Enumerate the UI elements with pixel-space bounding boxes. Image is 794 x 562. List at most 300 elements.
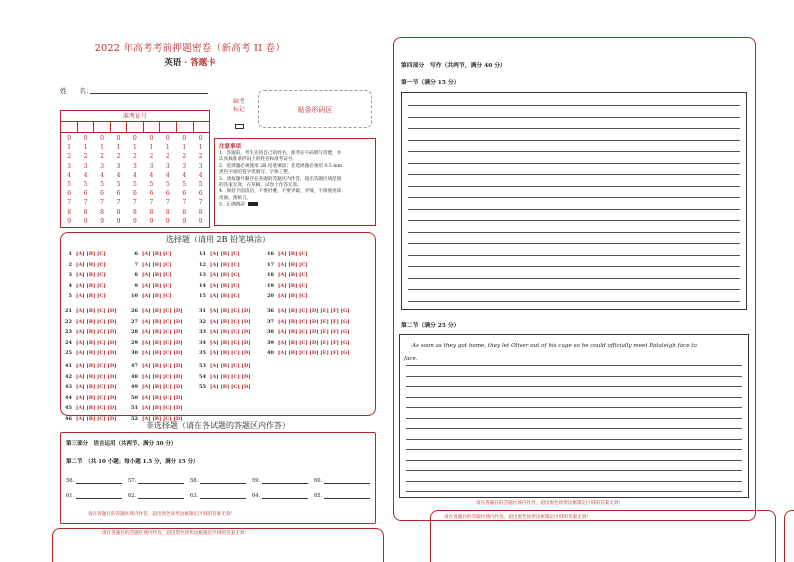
answer-options[interactable]: [A] [B] [C] [D] [142,384,183,390]
answer-options[interactable]: [A] [B] [C] [142,282,172,289]
exam-digit-column[interactable] [127,134,143,226]
choice-question[interactable] [264,308,350,314]
question-number: 1 [68,251,72,257]
exam-digit[interactable]: 6 [149,190,154,198]
question-number: 38 [267,329,274,335]
answer-options[interactable]: [A] [B] [C] [D] [210,384,251,390]
writing-line[interactable] [406,481,742,482]
writing-section1-answer-area[interactable] [401,92,747,310]
answer-options[interactable]: [A] [B] [C] [D] [E] [F] [G] [278,308,350,314]
exam-digit[interactable]: 0 [100,135,104,142]
answer-options[interactable]: [A] [B] [C] [D] [E] [F] [G] [278,318,350,325]
exam-digit-column[interactable] [193,134,209,226]
choice-question[interactable] [196,308,251,314]
exam-digit[interactable]: 7 [116,199,121,207]
blank-number: 56. [66,478,75,484]
answer-options[interactable]: [A] [B] [C] [210,272,240,278]
answer-options[interactable]: [A] [B] [C] [D] [210,308,251,314]
subtitle-separator: · [184,58,188,68]
choice-question[interactable] [62,319,117,325]
writing-line[interactable] [408,128,740,129]
writing-line[interactable] [406,418,742,419]
writing-line[interactable] [406,428,742,429]
exam-digit[interactable]: 1 [198,144,203,152]
choice-question[interactable] [128,340,183,346]
answer-options[interactable]: [A] [B] [C] [D] [76,363,117,369]
choice-question[interactable] [62,283,106,289]
exam-digit[interactable]: 6 [100,190,104,198]
exam-digit[interactable]: 3 [133,162,137,170]
answer-options[interactable]: [A] [B] [C] [76,251,106,257]
name-field[interactable] [90,93,208,94]
choice-question[interactable] [128,262,172,268]
writing-line[interactable] [408,105,740,106]
choice-question[interactable] [128,293,172,299]
choice-question[interactable] [196,319,251,325]
answer-options[interactable]: [A] [B] [C] [76,282,106,289]
choice-question[interactable] [62,340,117,346]
exam-digit[interactable]: 3 [198,162,203,170]
exam-digit[interactable]: 3 [83,162,88,170]
exam-digit[interactable]: 2 [182,153,187,161]
answer-options[interactable]: [A] [B] [C] [278,272,308,278]
question-number: 2 [68,261,72,268]
answer-options[interactable]: [A] [B] [C] [D] [210,363,251,369]
question-number: 7 [134,261,138,268]
exam-digit-column[interactable] [110,134,126,226]
exam-digit[interactable]: 4 [165,171,170,179]
writing-line[interactable] [408,255,740,256]
exam-digit[interactable]: 2 [133,153,137,161]
exam-digit[interactable]: 6 [67,190,72,198]
blank-item [252,493,308,499]
exam-digit[interactable]: 3 [116,162,121,170]
blank-answer-line[interactable] [324,478,370,484]
choice-question[interactable] [128,405,183,411]
answer-options[interactable]: [A] [B] [C] [D] [76,415,117,422]
answer-options[interactable]: [A] [B] [C] [D] [142,350,183,356]
exam-digit[interactable]: 2 [165,153,170,161]
choice-question[interactable] [196,283,240,289]
choice-question[interactable] [62,363,117,369]
exam-digit-column[interactable] [77,134,93,226]
choice-question[interactable] [264,329,350,335]
answer-options[interactable]: [A] [B] [C] [142,293,172,299]
exam-digit[interactable]: 1 [67,144,72,152]
choice-question[interactable] [128,374,183,380]
choice-question[interactable] [62,374,117,380]
exam-digit[interactable]: 4 [83,171,88,179]
writing-line[interactable] [408,289,740,290]
blank-item [314,478,370,484]
answer-options[interactable]: [A] [B] [C] [D] [E] [F] [G] [278,339,350,346]
blank-number: 65. [314,493,323,499]
writing-line[interactable] [406,407,742,408]
choice-question[interactable] [196,340,251,346]
exam-digit-column[interactable] [61,134,77,226]
question-number: 42 [65,373,72,380]
exam-digit[interactable]: 9 [198,217,203,225]
writing-line[interactable] [406,365,742,366]
notes-box [214,138,376,226]
exam-digit[interactable]: 8 [83,208,88,216]
blank-item [190,478,246,484]
exam-digit[interactable]: 6 [165,190,170,198]
question-number: 53 [199,363,206,369]
absent-label-line1: 缺考 [233,99,245,105]
choice-question[interactable] [196,384,251,390]
blank-item [314,493,370,499]
choice-question[interactable] [264,283,308,289]
answer-options[interactable]: [A] [B] [C] [210,251,240,257]
exam-digit[interactable]: 8 [100,208,104,216]
choice-question[interactable] [62,384,117,390]
question-number: 19 [267,282,274,289]
exam-digit[interactable]: 1 [100,144,104,152]
writing-line[interactable] [408,197,740,198]
exam-digit[interactable]: 1 [83,144,88,152]
writing-line[interactable] [406,491,742,492]
answer-options[interactable]: [A] [B] [C] [D] [142,394,183,401]
answer-options[interactable]: [A] [B] [C] [210,282,240,289]
answer-options[interactable]: [A] [B] [C] [D] [76,350,117,356]
choice-question[interactable] [62,308,117,314]
notes-item-text: 黑色字迹的签字笔填写，字体工整。 [219,170,293,176]
notes-heading: 注意事项 [219,144,242,150]
answer-options[interactable]: [A] [B] [C] [D] [76,405,117,411]
exam-digit[interactable]: 4 [198,171,203,179]
exam-digit[interactable]: 0 [67,135,72,142]
question-number: 14 [199,282,206,289]
choice-question[interactable] [128,363,183,369]
exam-digit[interactable]: 7 [67,199,72,207]
writing-line[interactable] [406,376,742,377]
choice-question[interactable] [62,293,106,299]
choice-question[interactable] [128,395,183,401]
blank-answer-line[interactable] [76,493,122,499]
exam-digit[interactable]: 8 [67,208,72,216]
exam-digit[interactable]: 4 [182,171,187,179]
exam-number-write-row[interactable] [61,122,209,133]
question-number: 40 [267,350,274,356]
writing-line[interactable] [406,449,742,450]
answer-options[interactable]: [A] [B] [C] [D] [E] [F] [G] [278,329,350,335]
choice-question[interactable] [62,350,117,356]
choice-question[interactable] [264,251,308,257]
question-number: 30 [131,350,138,356]
choice-question[interactable] [196,363,251,369]
writing-line[interactable] [408,278,740,279]
exam-digit[interactable]: 5 [116,181,121,189]
exam-digit[interactable]: 9 [100,217,104,225]
exam-digit[interactable]: 5 [182,181,187,189]
exam-digit[interactable]: 0 [149,135,154,142]
writing-line[interactable] [408,243,740,244]
exam-digit[interactable]: 5 [133,181,137,189]
choice-question[interactable] [128,319,183,325]
question-number: 34 [199,339,206,346]
answer-options[interactable]: [A] [B] [C] [D] [76,384,117,390]
writing-line[interactable] [408,140,740,141]
exam-digit[interactable]: 7 [149,199,154,207]
exam-digit[interactable]: 4 [149,171,154,179]
blank-item [128,493,184,499]
choice-question[interactable] [62,405,117,411]
exam-digit[interactable]: 8 [133,208,137,216]
exam-digit[interactable]: 4 [67,171,72,179]
choice-question[interactable] [128,329,183,335]
answer-options[interactable]: [A] [B] [C] [278,251,308,257]
blank-number: 61. [66,493,75,499]
answer-options[interactable]: [A] [B] [C] [D] [210,350,251,356]
choice-question[interactable] [196,251,240,257]
choice-question[interactable] [196,293,240,299]
choice-question[interactable] [264,340,350,346]
exam-digit[interactable]: 0 [116,135,121,142]
answer-options[interactable]: [A] [B] [C] [D] [210,339,251,346]
exam-digit[interactable]: 5 [67,181,72,189]
exam-digit[interactable]: 2 [67,153,72,161]
exam-digit[interactable]: 9 [165,217,170,225]
exam-digit[interactable]: 9 [83,217,88,225]
choice-question[interactable] [264,262,308,268]
notes-item-text: 5．正确填涂 [219,202,245,208]
choice-question[interactable] [196,329,251,335]
answer-options[interactable]: [A] [B] [C] [D] [142,415,183,422]
question-number: 22 [65,318,72,325]
exam-digit[interactable]: 0 [165,135,170,142]
exam-digit[interactable]: 9 [182,217,187,225]
choice-question[interactable] [128,283,172,289]
exam-digit[interactable]: 8 [198,208,203,216]
answer-options[interactable]: [A] [B] [C] [D] [76,308,117,314]
exam-digit[interactable]: 2 [198,153,203,161]
next-page-box-edge [784,510,794,562]
exam-digit[interactable]: 5 [165,181,170,189]
blank-number: 63. [190,493,199,499]
writing-section2-answer-area[interactable] [399,334,749,498]
exam-digit[interactable]: 6 [133,190,137,198]
answer-options[interactable]: [A] [B] [C] [D] [210,329,251,335]
writing-line[interactable] [408,163,740,164]
question-number: 17 [267,261,274,268]
exam-digit[interactable]: 1 [182,144,187,152]
exam-digit[interactable]: 7 [100,199,104,207]
question-number: 46 [65,415,72,422]
answer-options[interactable]: [A] [B] [C] [278,261,308,268]
answer-options[interactable]: [A] [B] [C] [D] [76,339,117,346]
absent-checkbox[interactable] [235,124,244,129]
exam-digit[interactable]: 9 [67,217,72,225]
answer-options[interactable]: [A] [B] [C] [D] [142,363,183,369]
choice-question[interactable] [128,384,183,390]
blank-answer-line[interactable] [200,478,246,484]
choice-question[interactable] [62,251,106,257]
choice-question[interactable] [264,319,350,325]
answer-options[interactable]: [A] [B] [C] [D] [142,308,183,314]
choice-question[interactable] [62,329,117,335]
answer-options[interactable]: [A] [B] [C] [D] [76,373,117,380]
blank-answer-line[interactable] [262,478,308,484]
exam-digit-column[interactable] [176,134,192,226]
fill-sample-mark [248,202,258,206]
exam-digit[interactable]: 6 [182,190,187,198]
writing-line[interactable] [408,209,740,210]
exam-digit[interactable]: 1 [116,144,121,152]
writing-line[interactable] [408,174,740,175]
exam-digit[interactable]: 9 [133,217,137,225]
exam-digit[interactable]: 4 [116,171,121,179]
answer-options[interactable]: [A] [B] [C] [D] [142,405,183,411]
right-warning: 请在各题目的答题区域内作答，超出黑色矩形边框限定区域的答案无效！ [476,501,624,506]
blank-answer-line[interactable] [138,478,184,484]
exam-digit[interactable]: 5 [83,181,88,189]
choice-question[interactable] [128,251,172,257]
question-number: 8 [134,272,138,278]
right-bottom-warning: 请在各题目的答题区域内作答，超出黑色矩形边框限定区域的答案无效！ [444,515,592,520]
exam-digit[interactable]: 7 [182,199,187,207]
question-number: 26 [131,308,138,314]
answer-options[interactable]: [A] [B] [C] [D] [210,373,251,380]
exam-digit[interactable]: 6 [198,190,203,198]
answer-options[interactable]: [A] [B] [C] [142,251,172,257]
exam-digit[interactable]: 5 [149,181,154,189]
answer-options[interactable]: [A] [B] [C] [76,272,106,278]
blank-answer-line[interactable] [200,493,246,499]
writing-line[interactable] [406,460,742,461]
blank-item [66,478,122,484]
choice-question[interactable] [196,374,251,380]
exam-digit[interactable]: 7 [133,199,137,207]
answer-options[interactable]: [A] [B] [C] [D] [142,373,183,380]
choice-question[interactable] [196,272,240,278]
exam-digit[interactable]: 0 [198,135,203,142]
exam-digit[interactable]: 2 [100,153,104,161]
choice-question[interactable] [264,293,308,299]
exam-digit[interactable]: 0 [182,135,187,142]
exam-digit[interactable]: 3 [100,162,104,170]
writing-line[interactable] [408,186,740,187]
exam-digit[interactable]: 8 [149,208,154,216]
writing-line[interactable] [406,386,742,387]
exam-digit[interactable]: 1 [133,144,137,152]
answer-options[interactable]: [A] [B] [C] [D] [142,339,183,346]
exam-digit[interactable]: 0 [83,135,88,142]
choice-question[interactable] [264,350,350,356]
exam-digit[interactable]: 2 [149,153,154,161]
exam-digit[interactable]: 2 [116,153,121,161]
exam-digit[interactable]: 3 [165,162,170,170]
blank-answer-line[interactable] [324,493,370,499]
choice-question[interactable] [196,350,251,356]
exam-digit[interactable]: 6 [83,190,88,198]
exam-digit[interactable]: 8 [116,208,121,216]
writing-line[interactable] [408,301,740,302]
choice-question[interactable] [62,395,117,401]
choice-question[interactable] [128,272,172,278]
question-number: 12 [199,261,206,268]
exam-number-digits[interactable] [61,134,209,226]
exam-digit[interactable]: 7 [83,199,88,207]
writing-line[interactable] [406,439,742,440]
exam-digit[interactable]: 4 [133,171,137,179]
exam-digit[interactable]: 1 [149,144,154,152]
exam-digit[interactable]: 3 [149,162,154,170]
exam-digit[interactable]: 4 [100,171,104,179]
exam-digit[interactable]: 3 [182,162,187,170]
choice-question[interactable] [62,262,106,268]
exam-digit[interactable]: 2 [83,153,88,161]
answer-options[interactable]: [A] [B] [C] [D] [142,329,183,335]
exam-digit[interactable]: 9 [149,217,154,225]
exam-digit[interactable]: 7 [198,199,203,207]
writing-line[interactable] [408,266,740,267]
question-number: 50 [131,394,138,401]
exam-digit[interactable]: 5 [198,181,203,189]
exam-digit-column[interactable] [94,134,110,226]
exam-digit[interactable]: 3 [67,162,72,170]
question-number: 3 [68,272,72,278]
answer-options[interactable]: [A] [B] [C] [278,293,308,299]
writing-line[interactable] [408,220,740,221]
answer-options[interactable]: [A] [B] [C] [D] [76,318,117,325]
question-number: 13 [199,272,206,278]
question-number: 55 [199,384,206,390]
exam-digit[interactable]: 7 [165,199,170,207]
question-number: 54 [199,373,206,380]
choice-question[interactable] [264,272,308,278]
exam-digit[interactable]: 8 [165,208,170,216]
answer-options[interactable]: [A] [B] [C] [D] [E] [F] [G] [278,350,350,356]
writing-line[interactable] [408,232,740,233]
answer-options[interactable]: [A] [B] [C] [76,293,106,299]
exam-digit[interactable]: 6 [116,190,121,198]
blank-answer-line[interactable] [76,478,122,484]
answer-options[interactable]: [A] [B] [C] [142,272,172,278]
answer-options[interactable]: [A] [B] [C] [D] [210,318,251,325]
answer-options[interactable]: [A] [B] [C] [D] [142,318,183,325]
choice-question[interactable] [62,272,106,278]
choice-question[interactable] [196,262,240,268]
blank-answer-line[interactable] [138,493,184,499]
answer-options[interactable]: [A] [B] [C] [278,282,308,289]
writing-line[interactable] [408,117,740,118]
answer-options[interactable]: [A] [B] [C] [210,261,240,268]
exam-digit[interactable]: 8 [182,208,187,216]
exam-number-grid [60,110,210,228]
answer-options[interactable]: [A] [B] [C] [76,261,106,268]
answer-options[interactable]: [A] [B] [C] [D] [76,394,117,401]
writing-line[interactable] [406,397,742,398]
exam-digit[interactable]: 5 [100,181,104,189]
choice-question[interactable] [128,350,183,356]
question-number: 18 [267,272,274,278]
choice-question[interactable] [128,308,183,314]
answer-options[interactable]: [A] [B] [C] [210,293,240,299]
writing-line[interactable] [406,470,742,471]
exam-digit[interactable]: 0 [133,135,137,142]
exam-digit-column[interactable] [143,134,159,226]
question-number: 15 [199,293,206,299]
exam-digit[interactable]: 1 [165,144,170,152]
answer-options[interactable]: [A] [B] [C] [D] [76,329,117,335]
exam-digit-column[interactable] [160,134,176,226]
exam-digit[interactable]: 9 [116,217,121,225]
blank-answer-line[interactable] [262,493,308,499]
writing-line[interactable] [408,151,740,152]
answer-options[interactable]: [A] [B] [C] [142,261,172,268]
blank-item [128,478,184,484]
